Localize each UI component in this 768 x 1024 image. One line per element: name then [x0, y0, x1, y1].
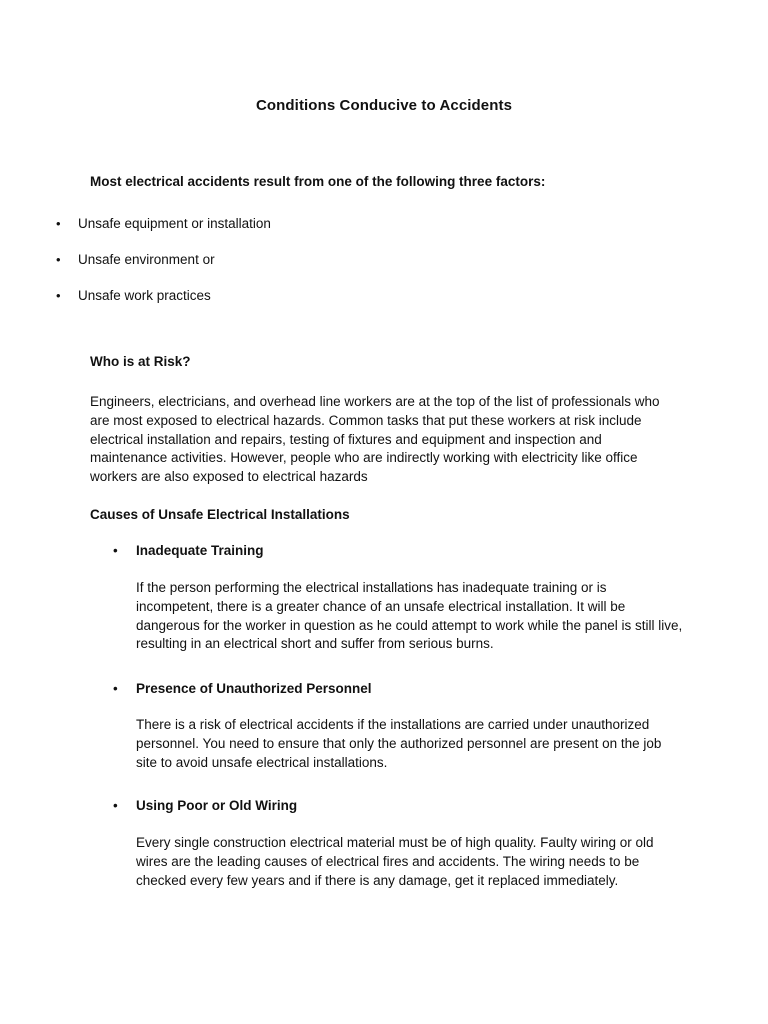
factor-label: Unsafe equipment or installation [78, 216, 271, 231]
factor-label: Unsafe work practices [78, 288, 211, 303]
cause-title-label: Using Poor or Old Wiring [136, 798, 298, 813]
factor-item [56, 252, 271, 288]
cause-item-text: If the person performing the electrical installations has inadequate training or is incompetent, there is a greater chance of an unsafe electrical installation. It will be dangerous for the worker in question as he could attempt to work while the panel is still live, resulting in an electrical short and suffer from serious burns. [136, 580, 683, 652]
cause-item-title [113, 543, 264, 558]
cause-item-title [113, 681, 372, 696]
cause-title-label: Inadequate Training [136, 543, 264, 558]
bullet-icon: • [113, 681, 118, 696]
bullet-icon: • [56, 216, 61, 231]
document-title: Conditions Conducive to Accidents [255, 97, 513, 114]
cause-item-title [113, 798, 297, 813]
risk-paragraph: Engineers, electricians, and overhead line workers are at the top of the list of professionals who are most exposed to electrical hazards. Common tasks that put these workers at risk include electrical installation and repairs, testing of fixtures and equipment and inspection and maintenance activities. However, people who are indirectly working with electricity like office workers are also exposed to electrical hazards [90, 394, 660, 485]
factor-label: Unsafe environment or [78, 252, 215, 267]
factor-item [56, 288, 271, 324]
bullet-icon: • [56, 288, 61, 303]
bullet-icon: • [113, 543, 118, 558]
risk-heading: Who is at Risk? [90, 354, 191, 369]
cause-title-label: Presence of Unauthorized Personnel [136, 681, 372, 696]
cause-item-text: There is a risk of electrical accidents if the installations are carried under unauthorized personnel. You need to ensure that only the authorized personnel are present on the job site to avoid unsafe electrical installations. [136, 717, 662, 770]
causes-heading: Causes of Unsafe Electrical Installations [90, 507, 350, 522]
bullet-icon: • [113, 798, 118, 813]
intro-text: Most electrical accidents result from one of the following three factors: [90, 174, 546, 189]
cause-item-text: Every single construction electrical material must be of high quality. Faulty wiring or old wires are the leading causes of electrical fires and accidents. The wiring needs to be checked every few years and if there is any damage, get it replaced immediately. [136, 835, 654, 888]
factor-item [56, 216, 271, 252]
bullet-icon: • [56, 252, 61, 267]
factor-list [56, 216, 271, 324]
